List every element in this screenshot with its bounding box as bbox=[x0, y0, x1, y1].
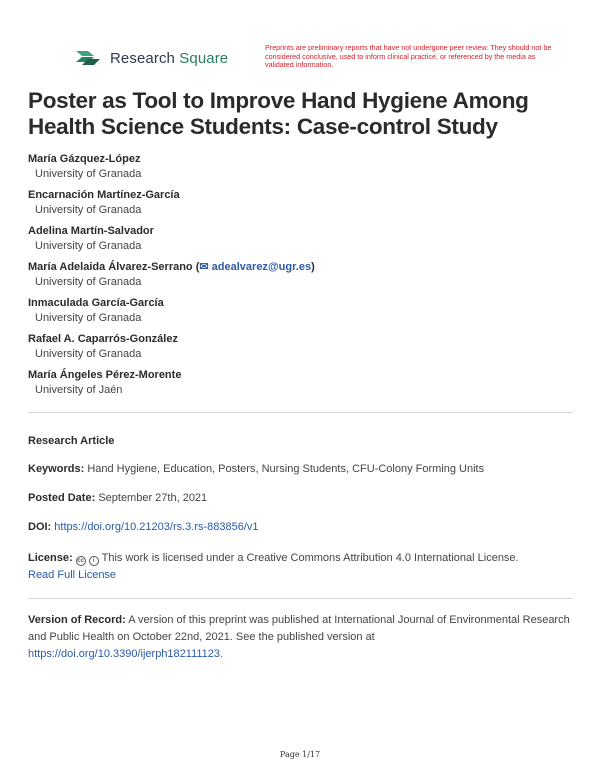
paper-title: Poster as Tool to Improve Hand Hygiene Among Health Science Students: Case-control Study bbox=[28, 88, 529, 139]
article-type bbox=[28, 433, 573, 450]
author-affiliation: University of Granada bbox=[35, 348, 142, 360]
author-item bbox=[28, 296, 573, 332]
logo-text bbox=[110, 50, 228, 67]
research-square-logo[interactable] bbox=[74, 47, 228, 69]
author-item bbox=[28, 188, 573, 224]
cc-icon: cc bbox=[77, 558, 85, 564]
by-icon: i bbox=[89, 556, 99, 566]
version-of-record-link[interactable]: https://doi.org/10.3390/ijerph182111123. bbox=[28, 648, 224, 660]
license-text: This work is licensed under a Creative Commons Attribution 4.0 International License. bbox=[101, 552, 519, 564]
author-name: María Ángeles Pérez-Morente bbox=[28, 369, 182, 381]
author-name-with-email: María Adelaida Álvarez-Serrano (✉ adealvarez@ugr.es) bbox=[28, 261, 315, 273]
author-name: Rafael A. Caparrós-González bbox=[28, 333, 178, 345]
author-item bbox=[28, 152, 573, 188]
research-square-logo-icon bbox=[74, 47, 102, 69]
author-name: María Gázquez-López bbox=[28, 153, 141, 165]
author-name: María Adelaida Álvarez-Serrano bbox=[28, 261, 193, 273]
author-affiliation: University of Granada bbox=[35, 240, 142, 252]
author-affiliation: University of Granada bbox=[35, 276, 142, 288]
keywords-label: Keywords: bbox=[28, 463, 85, 475]
doi-label: DOI: bbox=[28, 521, 52, 533]
author-item bbox=[28, 332, 573, 368]
author-item bbox=[28, 368, 573, 404]
article-type-label: Research Article bbox=[28, 435, 115, 447]
version-of-record-text: A version of this preprint was published at International Journal of Environmental Research and Public Health on October 22nd, 2021. See the published version at bbox=[28, 614, 570, 643]
keywords-value: Hand Hygiene, Education, Posters, Nursing Students, CFU-Colony Forming Units bbox=[87, 463, 485, 475]
read-full-license-link[interactable]: Read Full License bbox=[28, 569, 117, 581]
doi-link[interactable]: https://doi.org/10.21203/rs.3.rs-883856/v1 bbox=[54, 521, 259, 533]
author-name: Adelina Martín-Salvador bbox=[28, 225, 154, 237]
envelope-icon: ✉ bbox=[199, 261, 209, 273]
version-of-record-label: Version of Record: bbox=[28, 614, 126, 626]
page-number: Page 1/17 bbox=[279, 750, 321, 759]
header bbox=[0, 0, 600, 80]
license-label: License: bbox=[28, 552, 73, 564]
author-email-link[interactable]: adealvarez@ugr.es bbox=[211, 261, 312, 273]
posted-date-value: September 27th, 2021 bbox=[98, 492, 208, 504]
author-affiliation: University of Granada bbox=[35, 312, 142, 324]
posted-date-row bbox=[28, 490, 573, 507]
author-item bbox=[28, 224, 573, 260]
author-list bbox=[28, 152, 573, 404]
logo-text-square: Square bbox=[179, 49, 229, 67]
posted-date-label: Posted Date: bbox=[28, 492, 96, 504]
license-row bbox=[28, 550, 573, 584]
author-name: Inmaculada García-García bbox=[28, 297, 164, 309]
preprint-disclaimer: Preprints are preliminary reports that have not undergone peer review. They should not be considered conclusive, used to inform clinical practice, or referenced by the media as validated information. bbox=[265, 43, 552, 70]
doi-row bbox=[28, 519, 573, 536]
logo-text-research: Research bbox=[110, 49, 175, 67]
author-affiliation: University of Granada bbox=[35, 168, 142, 180]
author-item bbox=[28, 260, 573, 296]
divider bbox=[28, 412, 573, 413]
author-affiliation: University of Granada bbox=[35, 204, 142, 216]
author-affiliation: University of Jaén bbox=[35, 384, 123, 396]
keywords-row bbox=[28, 461, 573, 478]
divider bbox=[28, 598, 573, 599]
version-of-record bbox=[28, 612, 573, 663]
author-name: Encarnación Martínez-García bbox=[28, 189, 180, 201]
